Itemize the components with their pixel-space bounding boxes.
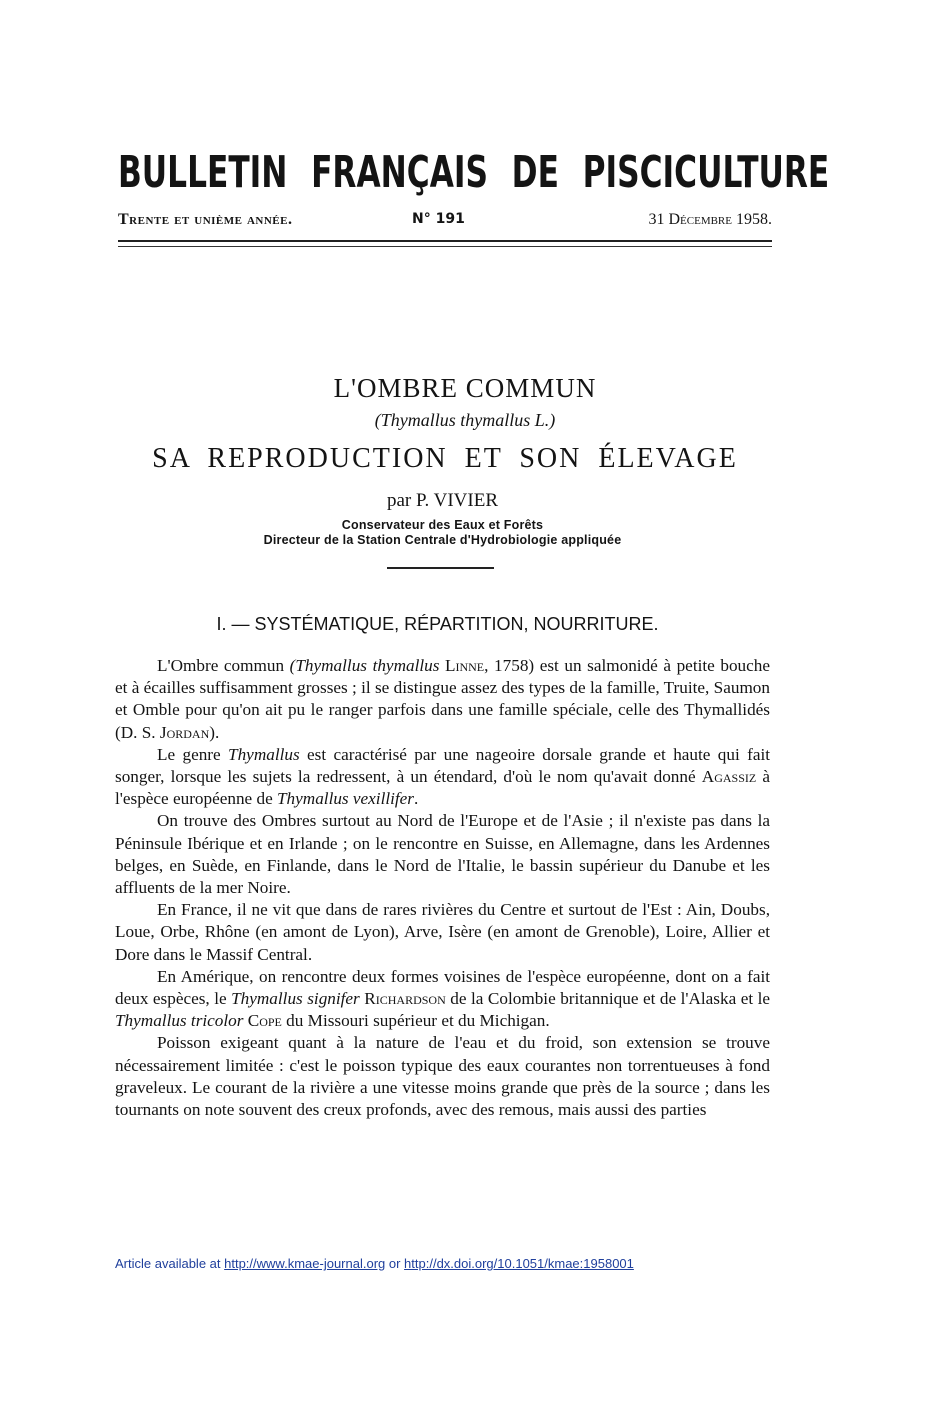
paragraph-2-text-g: . <box>414 789 419 809</box>
author-name-richardson: Richardson <box>364 989 446 1009</box>
paragraph-6: Poisson exigeant quant à la nature de l'eau et du froid, son extension se trouve nécessairement limitée : c'est le poisson typique des eaux courantes non torrentueuses à fond graveleux. Le courant de la rivière a une vitesse moins grande que près de la source ; dans les tournants on note souvent des creux profonds, avec des remous, mais aussi des parties <box>115 1033 770 1120</box>
doi-link[interactable]: http://dx.doi.org/10.1051/kmae:1958001 <box>404 1256 634 1271</box>
issue-date-day: 31 <box>648 211 665 228</box>
paragraph-3: On trouve des Ombres surtout au Nord de l'Europe et de l'Asie ; il n'existe pas dans la Péninsule Ibérique et en Irlande ; on le rencontre en Suisse, en Allemagne, dans les Ardennes belges, en Suède, en Finlande, dans le Nord de l'Italie, le bassin supérieur du Danube et les affluents de la mer Noire. <box>115 811 770 898</box>
paragraph-2-text-a: Le genre <box>157 744 229 764</box>
issue-date <box>648 211 772 229</box>
species-name-signifer: Thymallus signifer <box>231 989 360 1009</box>
header-rule-thick <box>118 240 772 242</box>
species-name-tricolor: Thymallus tricolor <box>115 1011 244 1031</box>
journal-title: BULLETIN FRANÇAIS DE PISCICULTURE <box>118 147 830 198</box>
issue-date-month: Décembre <box>668 211 732 228</box>
paragraph-1-text-f: ). <box>209 722 220 742</box>
article-subtitle: SA REPRODUCTION ET SON ÉLEVAGE <box>152 443 738 474</box>
paragraph-2-text-e: à l'espèce européenne de <box>115 767 770 809</box>
header-rule-thin <box>118 246 772 247</box>
genus-name: Thymallus <box>228 744 300 764</box>
article-availability-footer <box>115 1256 634 1271</box>
issue-year-text: Trente et unième année. <box>118 211 293 228</box>
paragraph-2 <box>115 744 770 811</box>
paragraph-5-text-a: En Amérique, on rencontre deux formes voisines de l'espèce européenne, dont on a fait deux espèces, le <box>115 966 770 1009</box>
paragraph-2-text-c: est caractérisé par une nageoire dorsale grande et haute qui fait songer, lorsque les sujets la redressent, à un étendard, d'où le nom qu'avait donné <box>115 744 770 787</box>
footer-prefix: Article available at <box>115 1256 225 1271</box>
paragraph-1 <box>115 655 770 744</box>
author-name-linne: Linne <box>444 656 485 675</box>
species-name: (Thymallus thymallus <box>289 656 445 675</box>
issue-info-line <box>118 211 772 233</box>
author-affiliation-2: Directeur de la Station Centrale d'Hydrobiologie appliquée <box>263 533 622 547</box>
journal-website-link[interactable]: http://www.kmae-journal.org <box>224 1256 386 1271</box>
species-name-vexillifer: Thymallus vexillifer <box>277 789 414 809</box>
footer-middle: or <box>385 1256 405 1271</box>
paragraph-5 <box>115 966 770 1033</box>
article-author: par P. VIVIER <box>386 490 498 511</box>
paragraph-1-text-d: , 1758) est un salmonidé à petite bouche et à écailles suffisamment grosses ; il se distingue assez des types de la famille, Truite, Saumon et Omble pour qu'on ait pu le ranger parfois dans une famille spéciale, celle des Thymallidés (D. S. <box>115 656 770 742</box>
author-name-agassiz: Agassiz <box>701 767 757 787</box>
paragraph-4: En France, il ne vit que dans de rares rivières du Centre et surtout de l'Est : Ain, Doubs, Loue, Orbe, Rhône (en amont de Lyon), Arve, Isère (en amont de Grenoble), Loire, Allier et Dore dans le Massif Central. <box>115 900 770 964</box>
issue-number: N° 191 <box>412 211 465 227</box>
paragraph-1-text-a: L'Ombre commun <box>157 656 290 675</box>
title-separator-rule <box>387 567 494 569</box>
article-title: L'OMBRE COMMUN <box>333 373 597 403</box>
author-affiliation-1: Conservateur des Eaux et Forêts <box>341 518 544 532</box>
article-body <box>115 655 770 1121</box>
author-name-cope: Cope <box>247 1011 282 1031</box>
paragraph-5-text-i: du Missouri supérieur et du Michigan. <box>281 1011 550 1031</box>
issue-date-year: 1958. <box>736 211 772 228</box>
author-name-jordan: Jordan <box>159 722 210 742</box>
section-heading: I. — SYSTÉMATIQUE, RÉPARTITION, NOURRITURE. <box>216 614 659 634</box>
paragraph-5-text-e: de la Colombie britannique et de l'Alaska et le <box>445 989 771 1009</box>
article-species: (Thymallus thymallus L.) <box>374 410 556 430</box>
